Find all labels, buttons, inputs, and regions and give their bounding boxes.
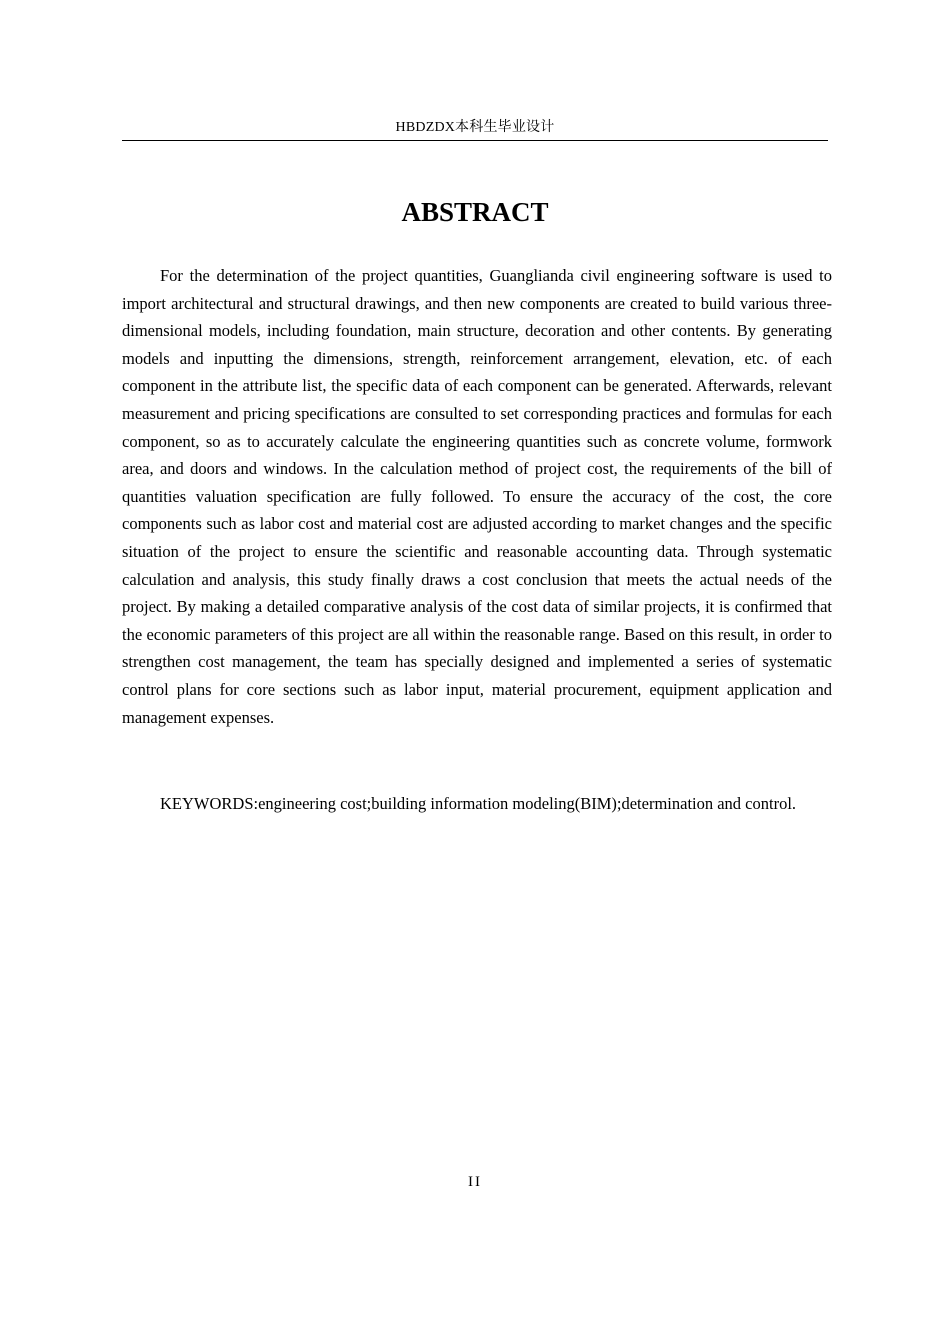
header-divider [122,140,828,141]
abstract-title: ABSTRACT [401,197,549,227]
keywords-paragraph: KEYWORDS:engineering cost;building information modeling(BIM);determination and control. [160,794,797,813]
abstract-body: For the determination of the project quantities, Guanglianda civil engineering software is used to import architectural and structural drawings, and then new components are created to build various three-dimensional models, including foundation, main structure, decoration and other contents. By generating models and inputting the dimensions, strength, reinforcement arrangement, elevation, etc. of each component in the attribute list, the specific data of each component can be generated. Afterwards, relevant measurement and pricing specifications are consulted to set corresponding practices and formulas for each component, so as to accurately calculate the engineering quantities such as concrete volume, formwork area, and doors and windows. In the calculation method of project cost, the requirements of the bill of quantities valuation specification are fully followed. To ensure the accuracy of the cost, the core components such as labor cost and material cost are adjusted according to market changes and the specific situation of the project to ensure the scientific and reasonable accounting data. Through systematic calculation and analysis, this study finally draws a cost conclusion that meets the actual needs of the project. By making a detailed comparative analysis of the cost data of similar projects, it is confirmed that the economic parameters of this project are all within the reasonable range. Based on this result, in order to strengthen cost management, the team has specially designed and implemented a series of systematic control plans for core sections such as labor input, material procurement, equipment application and management expenses. [122,266,832,727]
page-number: II [468,1174,482,1190]
running-header: HBDZDX本科生毕业设计 [395,120,555,135]
